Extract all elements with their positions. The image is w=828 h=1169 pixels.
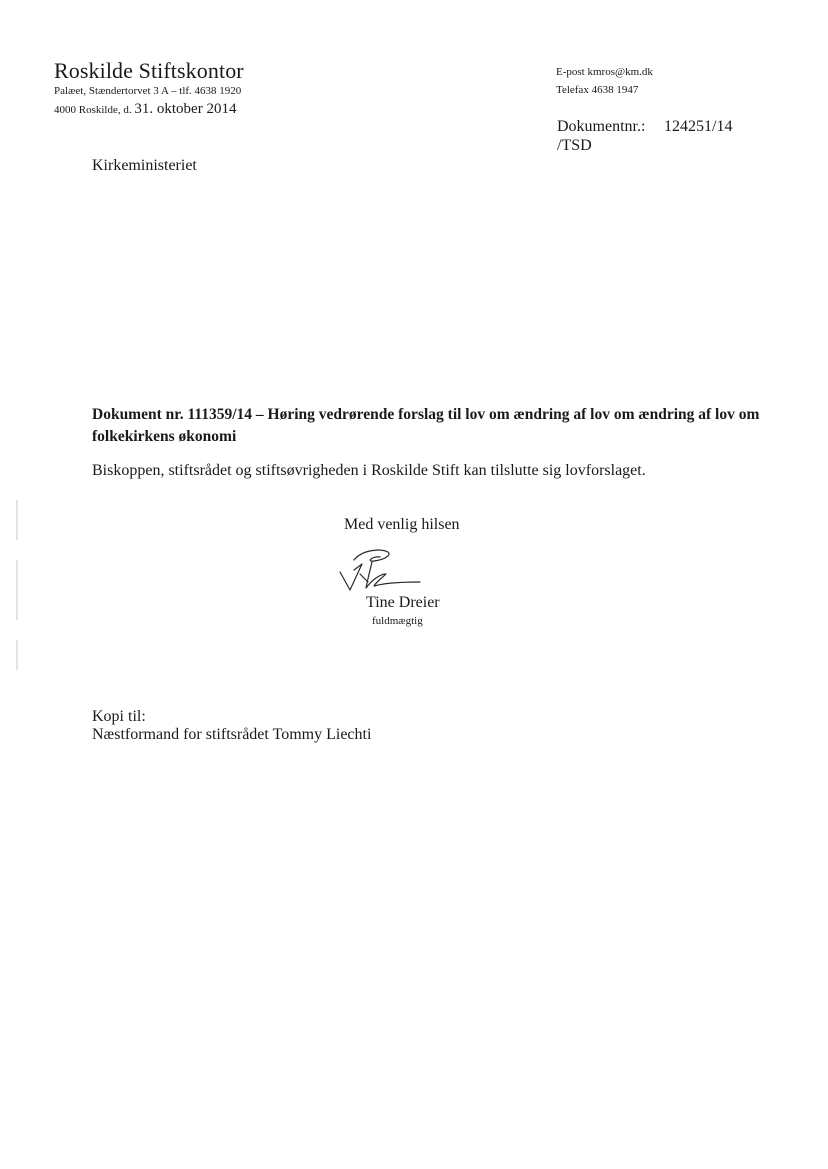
scan-artifact [16, 560, 18, 620]
document-number-label: Dokumentnr.: [557, 118, 646, 135]
copy-label: Kopi til: [92, 708, 146, 725]
body-paragraph: Biskoppen, stiftsrådet og stiftsøvrigheden i Roskilde Stift kan tilslutte sig lovforslaget. [92, 462, 646, 479]
sender-address: Palæet, Stændertorvet 3 A – tlf. 4638 1920 [54, 85, 242, 97]
sender-city: 4000 Roskilde, d. [54, 104, 132, 116]
scan-artifact [16, 640, 18, 670]
closing-greeting: Med venlig hilsen [344, 516, 460, 533]
signer-name: Tine Dreier [366, 594, 440, 611]
sender-city-date [54, 101, 236, 118]
contact-email: E-post kmros@km.dk [556, 66, 653, 78]
sender-name: Roskilde Stiftskontor [54, 58, 244, 83]
subject-heading: Dokument nr. 111359/14 – Høring vedrørende forslag til lov om ændring af lov om ændring af lov om folkekirkens økonomi [92, 406, 760, 445]
copy-recipient: Næstformand for stiftsrådet Tommy Liechti [92, 726, 372, 743]
contact-fax: Telefax 4638 1947 [556, 84, 639, 96]
scan-artifact [16, 500, 18, 540]
recipient: Kirkeministeriet [92, 157, 197, 174]
letter-date: 31. oktober 2014 [134, 101, 237, 117]
document-number-value: 124251/14 [664, 118, 733, 135]
signer-title: fuldmægtig [372, 615, 423, 627]
document-initials: /TSD [557, 137, 592, 154]
